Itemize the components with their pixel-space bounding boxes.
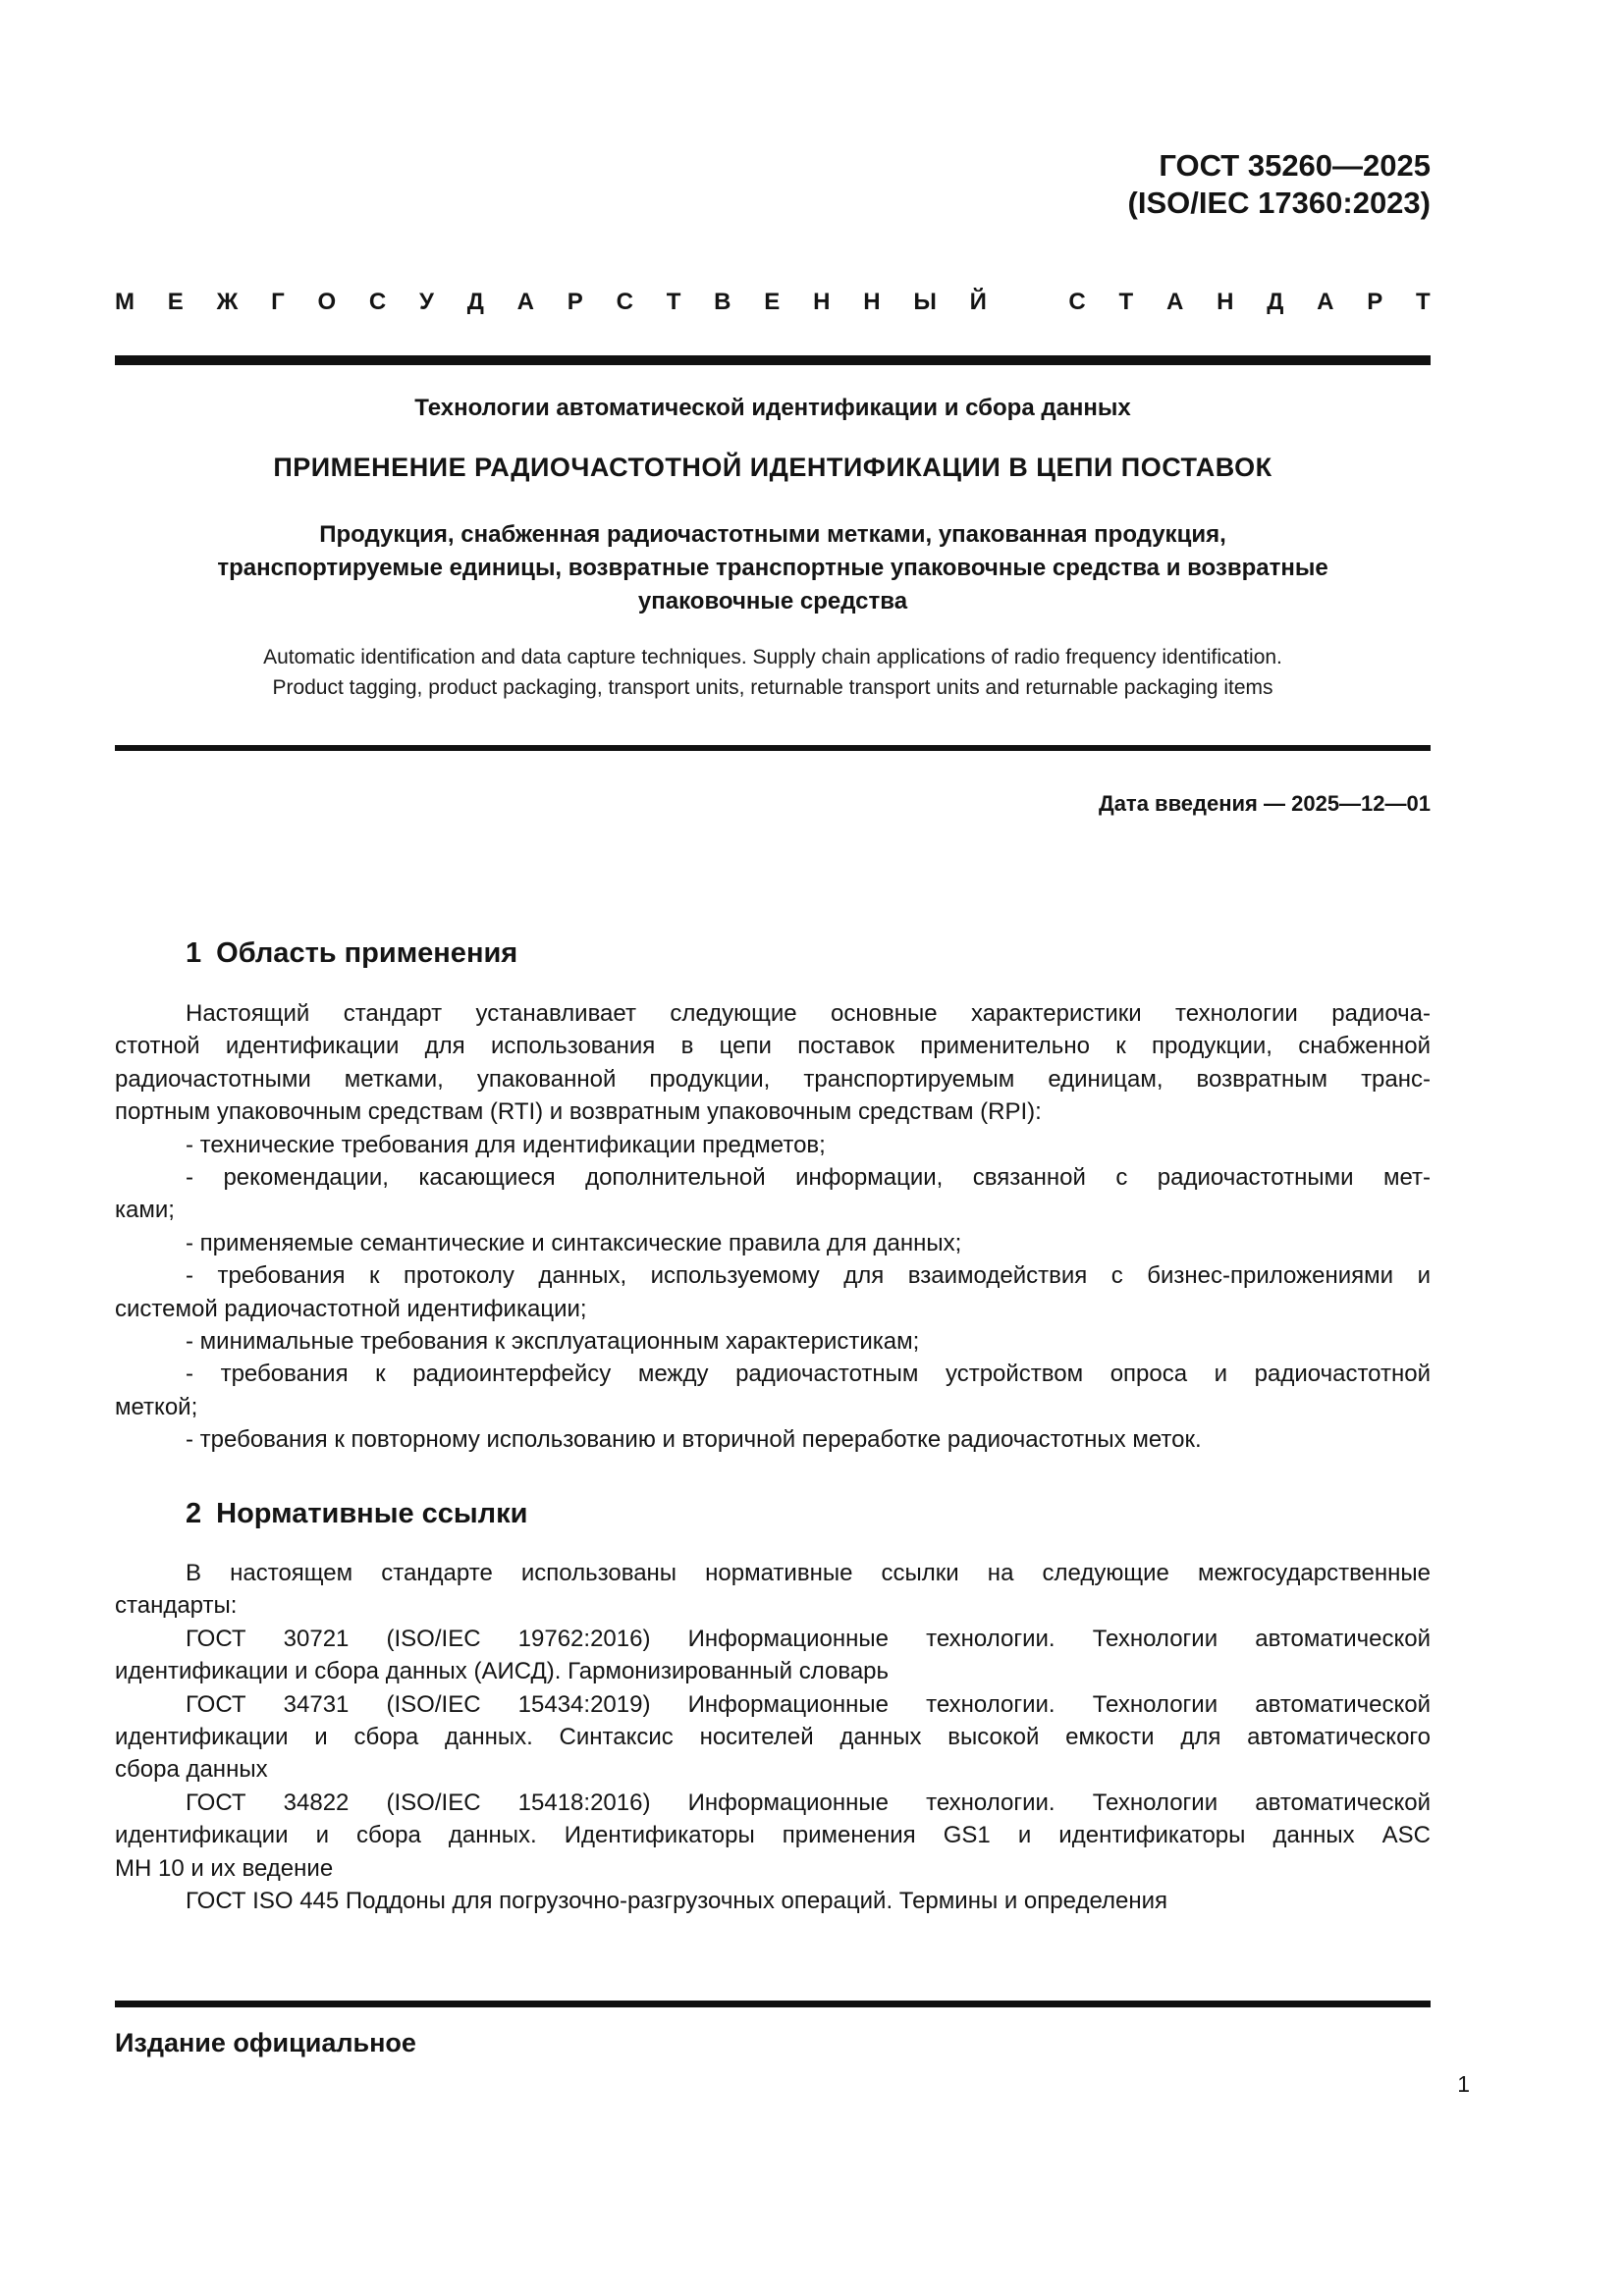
text-line: ГОСТ 30721 (ISO/IEC 19762:2016) Информационные технологии. Технологии автоматической: [186, 1625, 1431, 1652]
text-line: идентификации и сбора данных (АИСД). Гармонизированный словарь: [115, 1658, 890, 1685]
paragraph: [115, 1423, 1431, 1456]
text-line: сбора данных: [115, 1756, 268, 1784]
text-line: портным упаковочным средствам (RTI) и возвратным упаковочным средствам (RPI):: [115, 1098, 1042, 1126]
text-line: - требования к повторному использованию и вторичной переработке радиочастотных меток.: [186, 1426, 1202, 1454]
banner-letter: Н: [863, 289, 881, 315]
banner-letter: С: [616, 289, 633, 315]
banner-letter: Ы: [913, 289, 937, 315]
title-line: Automatic identification and data capture techniques. Supply chain applications of radio frequency identification.: [263, 646, 1282, 668]
paragraph: [115, 1557, 1431, 1623]
doc-number-line1: ГОСТ 35260—2025: [1159, 148, 1431, 183]
text-line: - рекомендации, касающиеся дополнительной информации, связанной с радиочастотными мет-: [186, 1164, 1431, 1192]
section-2-title: Нормативные ссылки: [216, 1498, 528, 1529]
banner-letter: Й: [969, 289, 987, 315]
section-1-title: Область применения: [216, 937, 518, 969]
banner-letter: Т: [666, 289, 681, 315]
paragraph: [115, 1623, 1431, 1688]
top-rule: [115, 355, 1431, 365]
banner-letter: А: [1317, 289, 1334, 315]
text-line: системой радиочастотной идентификации;: [115, 1295, 587, 1322]
banner-letter: О: [317, 289, 337, 315]
text-line: ками;: [115, 1197, 175, 1224]
text-line: - применяемые семантические и синтаксические правила для данных;: [186, 1229, 962, 1256]
section-1-body: [115, 997, 1431, 1457]
doc-number-line2: (ISO/IEC 17360:2023): [1127, 186, 1431, 220]
title-english: [115, 642, 1431, 703]
text-line: стотной идентификации для использования в цепи поставок применительно к продукции, снабженной: [115, 1033, 1431, 1060]
paragraph: [115, 1129, 1431, 1161]
banner-letter: С: [368, 289, 387, 315]
title-group: Технологии автоматической идентификации и сбора данных: [414, 395, 1131, 421]
page-number: 1: [1457, 2071, 1470, 2097]
paragraph: [115, 1227, 1431, 1259]
text-line: ГОСТ 34822 (ISO/IEC 15418:2016) Информационные технологии. Технологии автоматической: [186, 1789, 1431, 1816]
title-line: Продукция, снабженная радиочастотными метками, упакованная продукция,: [319, 521, 1226, 548]
paragraph: [115, 1325, 1431, 1358]
banner-letter: Д: [1267, 289, 1284, 315]
text-line: стандарты:: [115, 1592, 238, 1620]
banner-letter: В: [714, 289, 731, 315]
text-line: идентификации и сбора данных. Идентификаторы применения GS1 и идентификаторы данных ASC: [115, 1822, 1431, 1849]
section-2-number: 2: [186, 1498, 202, 1529]
paragraph: [115, 1885, 1431, 1917]
banner-letter: Р: [567, 289, 583, 315]
text-line: меткой;: [115, 1393, 198, 1420]
banner-letter: Т: [1416, 289, 1431, 315]
section-1-number: 1: [186, 937, 202, 969]
banner-letter: Е: [167, 289, 184, 315]
doc-number-block: [1128, 147, 1431, 222]
title-subtitle: [115, 518, 1431, 618]
banner-letter: Е: [764, 289, 781, 315]
interstate-standard-banner: [115, 288, 1431, 316]
banner-letter: Н: [813, 289, 831, 315]
text-line: ГОСТ ISO 445 Поддоны для погрузочно-разгрузочных операций. Термины и определения: [186, 1888, 1168, 1915]
paragraph: [115, 1259, 1431, 1325]
title-line: транспортируемые единицы, возвратные транспортные упаковочные средства и возвратные: [217, 555, 1328, 581]
text-line: МН 10 и их ведение: [115, 1854, 334, 1882]
paragraph: [115, 1358, 1431, 1423]
effective-date: Дата введения — 2025—12—01: [1099, 791, 1431, 816]
banner-letter: А: [516, 289, 534, 315]
text-line: - минимальные требования к эксплуатационным характеристикам;: [186, 1328, 920, 1356]
text-line: - требования к протоколу данных, используемому для взаимодействия с бизнес-приложениями и: [186, 1262, 1431, 1290]
paragraph: [115, 997, 1431, 1129]
paragraph: [115, 1787, 1431, 1885]
text-line: Настоящий стандарт устанавливает следующие основные характеристики технологии радиоча-: [186, 1000, 1431, 1027]
paragraph: [115, 1161, 1431, 1227]
footer-rule: [115, 2001, 1431, 2007]
text-line: радиочастотными метками, упакованной продукции, транспортируемым единицам, возвратным транс-: [115, 1065, 1431, 1093]
banner-letter: М: [115, 289, 135, 315]
banner-letter: Д: [466, 289, 484, 315]
title-line: Product tagging, product packaging, transport units, returnable transport units and returnable packaging items: [272, 676, 1273, 699]
text-line: ГОСТ 34731 (ISO/IEC 15434:2019) Информационные технологии. Технологии автоматической: [186, 1690, 1431, 1718]
text-line: - требования к радиоинтерфейсу между радиочастотным устройством опроса и радиочастотной: [186, 1361, 1431, 1388]
text-line: - технические требования для идентификации предметов;: [186, 1131, 826, 1158]
paragraph: [115, 1688, 1431, 1787]
banner-letter: Н: [1217, 289, 1234, 315]
section-2-heading: [186, 1498, 527, 1530]
banner-letter: Г: [271, 289, 285, 315]
mid-rule: [115, 745, 1431, 751]
official-edition-note: Издание официальное: [115, 2028, 416, 2057]
text-line: идентификации и сбора данных. Синтаксис носителей данных высокой емкости для автоматического: [115, 1724, 1431, 1751]
section-2-body: [115, 1557, 1431, 1917]
banner-letter: У: [419, 289, 434, 315]
banner-letter: А: [1165, 289, 1184, 315]
section-1-heading: [186, 937, 517, 970]
text-line: В настоящем стандарте использованы нормативные ссылки на следующие межгосударственные: [186, 1560, 1431, 1586]
banner-letter: Р: [1367, 289, 1383, 315]
title-line: упаковочные средства: [637, 588, 908, 614]
banner-letter: С: [1068, 289, 1086, 315]
title-main: ПРИМЕНЕНИЕ РАДИОЧАСТОТНОЙ ИДЕНТИФИКАЦИИ В ЦЕПИ ПОСТАВОК: [273, 453, 1272, 482]
banner-letter: Ж: [216, 289, 239, 315]
banner-letter: Т: [1118, 289, 1134, 315]
